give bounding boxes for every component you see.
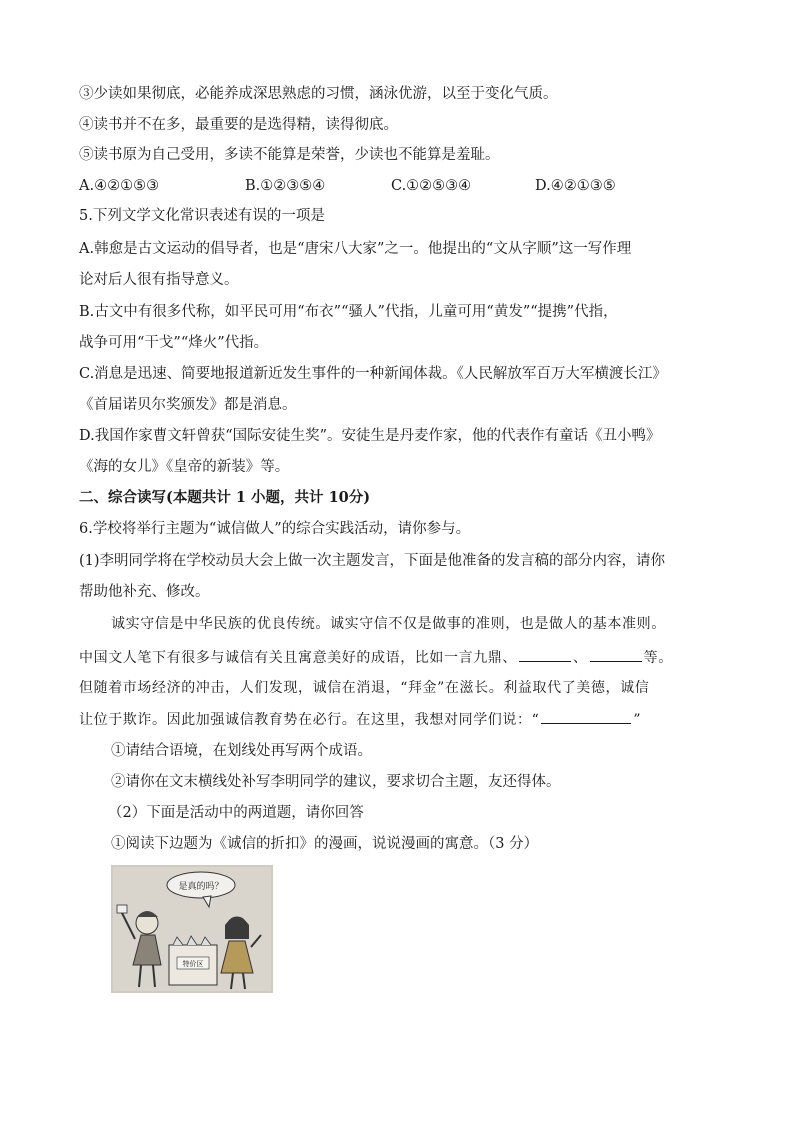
speech-line-3: 但随着市场经济的冲击，人们发现，诚信在消退，“拜金”在滋长。利益取代了美德，诚信 (79, 680, 650, 696)
line-item-4: ④读书并不在多，最重要的是选得精，读得彻底。 (79, 117, 398, 133)
suggestion-blank[interactable] (541, 709, 631, 724)
cartoon-drawing (111, 865, 273, 993)
q4-option-c: C.①②⑤③④ (391, 178, 472, 194)
q4-option-a: A.④②①⑤③ (79, 178, 160, 194)
task-1: ①请结合语境，在划线处再写两个成语。 (111, 743, 372, 759)
q5-option-d-line2: 《海的女儿》《皇帝的新装》等。 (79, 459, 290, 475)
q4-option-d: D.④②①③⑤ (535, 178, 616, 194)
speech-line-2 (79, 647, 673, 668)
idiom-blank-1[interactable] (519, 647, 571, 662)
cartoon-box-label: 特价区 (182, 960, 204, 968)
q6-part2-intro: （2）下面是活动中的两道题，请你回答 (108, 805, 364, 821)
speech-line-4 (79, 709, 641, 730)
speech-line-4-end: ” (633, 712, 642, 728)
q5-option-c-line1: C.消息是迅速、简要地报道新近发生事件的一种新闻体裁。《人民解放军百万大军横渡长江》 (79, 366, 667, 382)
q5-option-b-line1: B.古文中有很多代称，如平民可用“布衣”“骚人”代指，儿童可用“黄发”“提携”代指， (79, 304, 618, 320)
task-3: ①阅读下边题为《诚信的折扣》的漫画，说说漫画的寓意。（3 分） (111, 836, 539, 852)
q5-option-a-line2: 论对后人很有指导意义。 (79, 272, 239, 288)
speech-line-1: 诚实守信是中华民族的优良传统。诚实守信不仅是做事的准则，也是做人的基本准则。 (111, 616, 666, 632)
q5-option-c-line2: 《首届诺贝尔奖颁发》都是消息。 (79, 397, 297, 413)
q5-option-a-line1: A.韩愈是古文运动的倡导者，也是“唐宋八大家”之一。他提出的“文从字顺”这一写作理 (79, 241, 632, 257)
q5-stem: 5.下列文学文化常识表述有误的一项是 (79, 208, 325, 224)
cartoon-bubble-text: 是真的吗？ (178, 882, 224, 892)
q6-part1-line1: (1)李明同学将在学校动员大会上做一次主题发言，下面是他准备的发言稿的部分内容，请你 (79, 553, 666, 569)
task-2: ②请你在文末横线处补写李明同学的建议，要求切合主题，友还得体。 (111, 774, 561, 790)
speech-line-4-text: 让位于欺诈。因此加强诚信教育势在必行。在这里，我想对同学们说：“ (79, 712, 540, 728)
line-item-3: ③少读如果彻底，必能养成深思熟虑的习惯，涵泳优游，以至于变化气质。 (79, 86, 558, 102)
section-heading: 二、综合读写(本题共计 1 小题，共计 10分) (79, 489, 371, 506)
speech-line-2-end: 等。 (643, 650, 673, 666)
q6-stem: 6.学校将举行主题为“诚信做人”的综合实践活动，请你参与。 (79, 521, 471, 537)
blank-separator: 、 (573, 650, 588, 666)
q5-option-b-line2: 战争可用“干戈”“烽火”代指。 (79, 335, 269, 351)
q4-option-b: B.①②③⑤④ (245, 178, 326, 194)
speech-line-2-text: 中国文人笔下有很多与诚信有关且寓意美好的成语，比如一言九鼎、 (79, 650, 517, 666)
line-item-5: ⑤读书原为自己受用，多读不能算是荣誉，少读也不能算是羞耻。 (79, 147, 500, 163)
idiom-blank-2[interactable] (590, 647, 642, 662)
q5-option-d-line1: D.我国作家曹文轩曾获“国际安徒生奖”。安徒生是丹麦作家，他的代表作有童话《丑小鸭》 (79, 428, 661, 444)
q6-part1-line2: 帮助他补充、修改。 (79, 584, 210, 600)
cartoon-image (111, 865, 273, 993)
